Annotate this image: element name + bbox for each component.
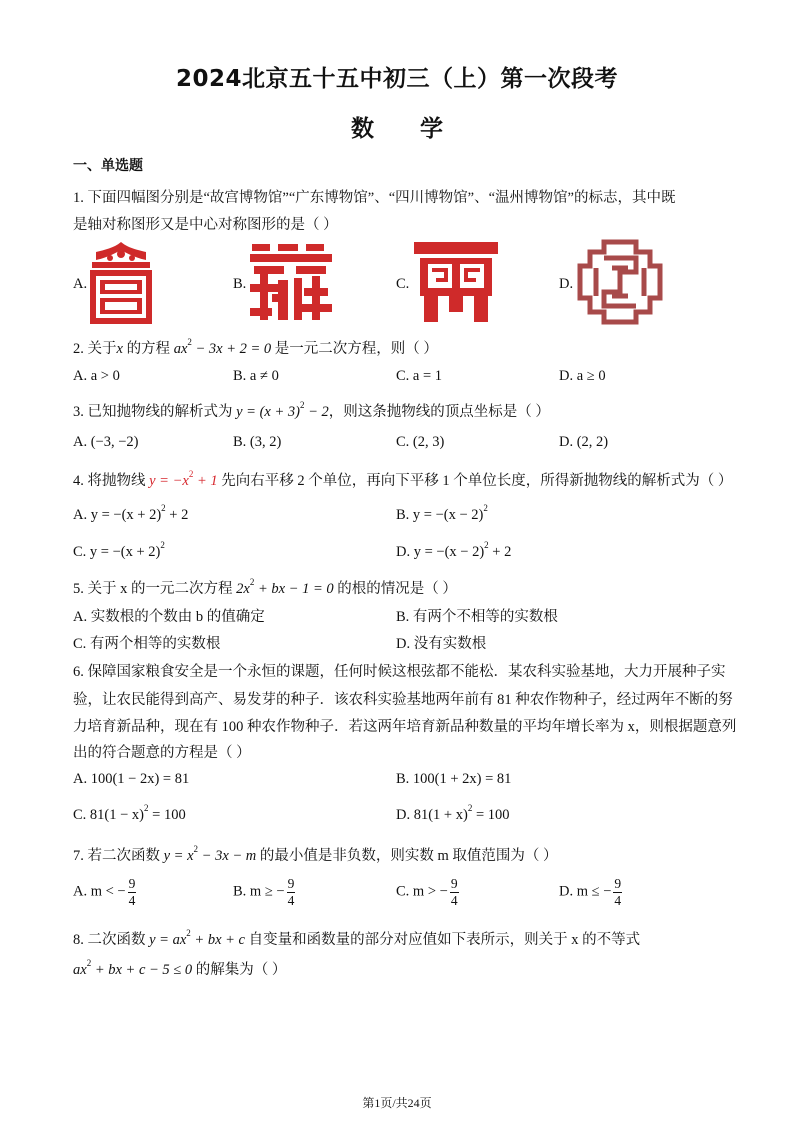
q4-option-d: D. $y = -(x - 2)^2 + 2$ <box>396 540 512 560</box>
q6-option-d: D. $81(1 + x)^2 = 100$ <box>396 803 510 823</box>
page-footer: 第1页/共24页 <box>362 1096 432 1110</box>
q6-line2: 验，让农民能得到高产、易发芽的种子．该农科实验基地两年前有 81 种农作物种子，经过两年不断的努 <box>73 692 733 708</box>
q6-option-b: B. 100(1 + 2x) = 81 <box>396 771 512 787</box>
q1-line1: 1. 下面四幅图分别是“故宫博物馆”“广东博物馆”、“四川博物馆”、“温州博物馆”的标志，其中既 <box>73 190 676 206</box>
q6-line1: 6. 保障国家粮食安全是一个永恒的课题，任何时候这根弦都不能松．某农科实验基地，大力开展种子实 <box>73 664 726 680</box>
q5-option-b: B. 有两个不相等的实数根 <box>396 609 558 625</box>
q6-line4: 出的符合题意的方程是（ ） <box>73 745 251 761</box>
wenzhou-museum-logo <box>576 238 664 326</box>
palace-museum-logo <box>86 240 156 326</box>
q1-option-b: B. <box>233 276 247 292</box>
guangdong-museum-logo <box>248 240 334 324</box>
q6-option-a: A. 100(1 − 2x) = 81 <box>73 771 190 787</box>
q7-option-a: A. m < − $\frac{9}{4}$ <box>73 876 136 908</box>
q6-option-c: C. $81(1 - x)^2 = 100$ <box>73 803 186 823</box>
q2-stem: 2. 关于x 的方程 $ax^2 - 3x + 2 = 0$ 是一元二次方程，则（ ） <box>73 337 438 357</box>
q8-line2: $ax^2$ + bx + c − 5 ≤ 0 的解集为（ ） <box>73 958 287 978</box>
section-heading: 一、单选题 <box>73 158 143 174</box>
q6-line3: 力培育新品种，现在有 100 种农作物种子．若这两年培育新品种数量的平均年增长率为 x，则根据题意列 <box>73 719 737 735</box>
sichuan-museum-logo <box>414 240 498 324</box>
q2-option-c: C. a = 1 <box>396 368 443 384</box>
q5-option-d: D. 没有实数根 <box>396 636 487 652</box>
q1-option-c: C. <box>396 276 410 292</box>
q3-option-d: D. (2, 2) <box>559 434 609 450</box>
q4-option-b: B. $y = -(x - 2)^2$ <box>396 503 488 523</box>
q7-option-c: C. m > − $\frac{9}{4}$ <box>396 876 458 908</box>
q7-stem: 7. 若二次函数 $y = x^2 - 3x - m$ 的最小值是非负数，则实数 m 取值范围为（ ） <box>73 844 558 864</box>
q3-option-c: C. (2, 3) <box>396 434 445 450</box>
q3-stem: 3. 已知抛物线的解析式为 $y = (x + 3)^2 - 2$，则这条抛物线的顶点坐标是（ ） <box>73 400 550 420</box>
q2-option-b: B. a ≠ 0 <box>233 368 279 384</box>
q2-option-d: D. a ≥ 0 <box>559 368 606 384</box>
q8-stem: 8. 二次函数 $y = ax^2$ + bx + c 自变量和函数量的部分对应值如下表所示，则关于 x 的不等式 <box>73 928 641 948</box>
q1-line2: 是轴对称图形又是中心对称图形的是（ ） <box>73 217 338 233</box>
q3-option-b: B. (3, 2) <box>233 434 282 450</box>
q7-option-b: B. m ≥ − $\frac{9}{4}$ <box>233 876 295 908</box>
q1-option-a: A. <box>73 276 88 292</box>
q3-option-a: A. (−3, −2) <box>73 434 139 450</box>
q4-stem: 4. 将抛物线 $y = -x^2 + 1$ 先向右平移 2 个单位，再向下平移 1 个单位长度，所得新抛物线的解析式为（ ） <box>73 469 733 489</box>
q4-option-c: C. $y = -(x + 2)^2$ <box>73 540 165 560</box>
q7-option-d: D. m ≤ − $\frac{9}{4}$ <box>559 876 622 908</box>
q5-stem: 5. 关于 x 的一元二次方程 $2x^2$ + bx − 1 = 0 的根的情况是（ ） <box>73 577 457 597</box>
exam-title: 2024北京五十五中初三（上）第一次段考 <box>175 66 618 92</box>
q2-option-a: A. a > 0 <box>73 368 120 384</box>
q1-option-d: D. <box>559 276 574 292</box>
q4-option-a: A. $y = -(x + 2)^2 + 2$ <box>73 503 189 523</box>
q5-option-c: C. 有两个相等的实数根 <box>73 636 221 652</box>
subject-title: 数 学 <box>350 116 443 142</box>
q5-option-a: A. 实数根的个数由 b 的值确定 <box>73 609 265 625</box>
